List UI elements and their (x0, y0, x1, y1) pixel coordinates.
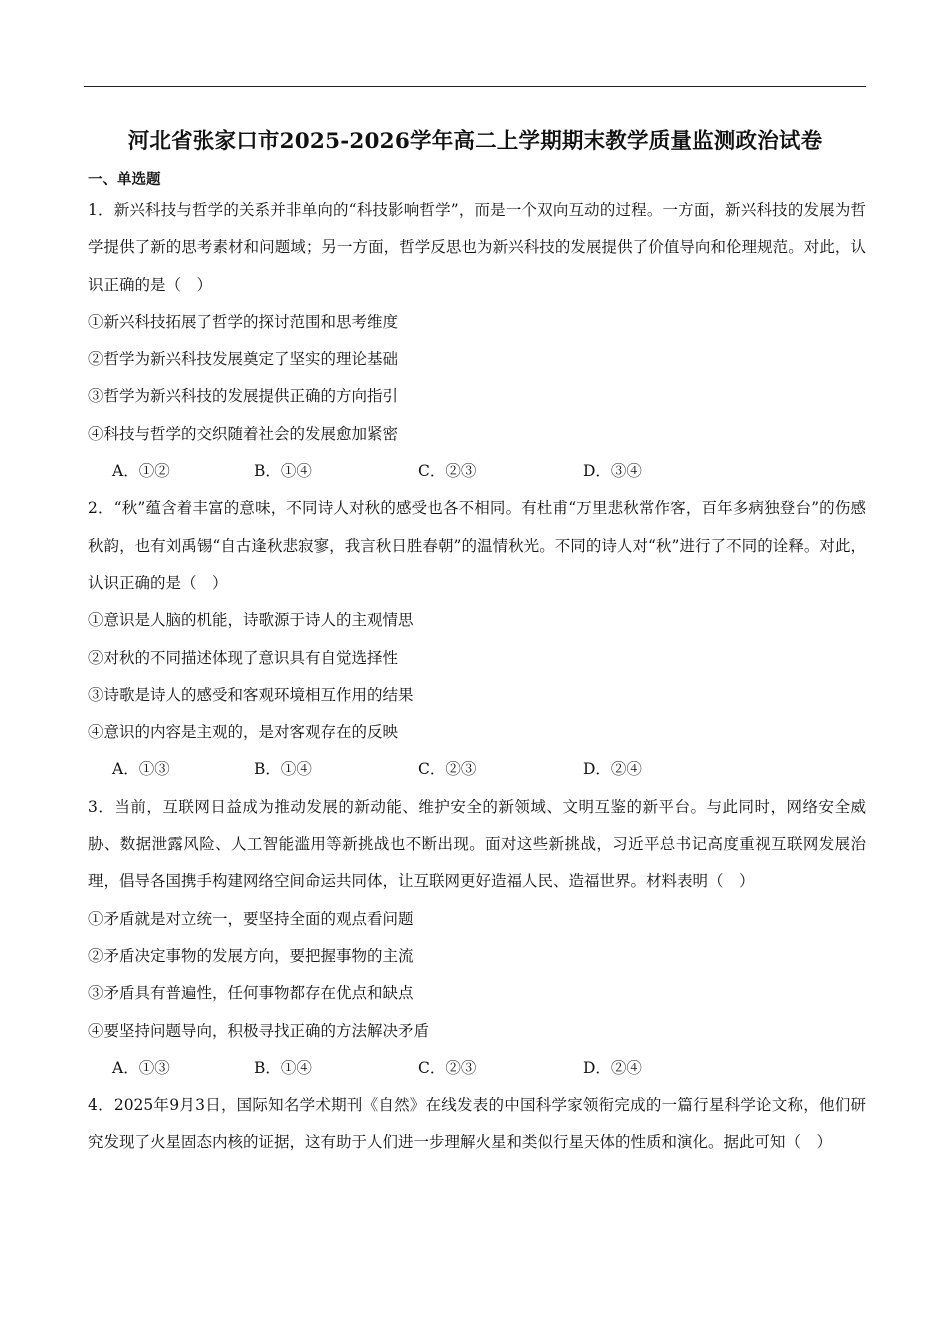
page-title: 河北省张家口市2025-2026学年高二上学期期末教学质量监测政治试卷 (127, 129, 823, 154)
choice-b[interactable]: B．①④ (254, 462, 312, 481)
question-stem: 1．新兴科技与哲学的关系并非单向的“科技影响哲学”，而是一个双向互动的过程。一方面，新兴科技的发展为哲学提供了新的思考素材和问题域；另一方面，哲学反思也为新兴科技的发展提供了价值导向和伦理规范。对此，认识正确的是（ ） (88, 201, 866, 294)
choice-a[interactable]: A．①② (112, 462, 170, 481)
statement-2: ②矛盾决定事物的发展方向，要把握事物的主流 (88, 946, 414, 965)
choice-c[interactable]: C．②③ (418, 462, 477, 481)
question-1 (88, 192, 866, 490)
answer-choices (88, 751, 866, 788)
statement-4: ④意识的内容是主观的，是对客观存在的反映 (88, 723, 399, 742)
question-4 (88, 1087, 866, 1162)
statement-2: ②哲学为新兴科技发展奠定了坚实的理论基础 (88, 350, 399, 369)
choice-d[interactable]: D．②④ (583, 760, 642, 779)
statement-1: ①矛盾就是对立统一，要坚持全面的观点看问题 (88, 909, 414, 928)
section-heading: 一、单选题 (88, 171, 161, 188)
choice-a[interactable]: A．①③ (112, 1058, 170, 1077)
question-3 (88, 789, 866, 1087)
answer-choices (88, 453, 866, 490)
statement-3: ③矛盾具有普遍性，任何事物都存在优点和缺点 (88, 984, 414, 1003)
choice-a[interactable]: A．①③ (112, 760, 170, 779)
choice-c[interactable]: C．②③ (418, 1058, 477, 1077)
statement-2: ②对秋的不同描述体现了意识具有自觉选择性 (88, 648, 399, 667)
question-list (88, 192, 866, 1162)
statement-1: ①新兴科技拓展了哲学的探讨范围和思考维度 (88, 312, 399, 331)
answer-choices (88, 1050, 866, 1087)
question-stem: 2．“秋”蕴含着丰富的意味，不同诗人对秋的感受也各不相同。有杜甫“万里悲秋常作客，百年多病独登台”的伤感秋韵，也有刘禹锡“自古逢秋悲寂寥，我言秋日胜春朝”的温情秋光。不同的诗人对“秋”进行了不同的诠释。对此，认识正确的是（ ） (88, 499, 866, 592)
question-stem: 3．当前，互联网日益成为推动发展的新动能、维护安全的新领域、文明互鉴的新平台。与此同时，网络安全威胁、数据泄露风险、人工智能滥用等新挑战也不断出现。面对这些新挑战，习近平总书记高度重视互联网发展治理，倡导各国携手构建网络空间命运共同体，让互联网更好造福人民、造福世界。材料表明（ ） (88, 797, 866, 891)
choice-d[interactable]: D．②④ (583, 1058, 642, 1077)
statement-1: ①意识是人脑的机能，诗歌源于诗人的主观情思 (88, 611, 414, 630)
choice-b[interactable]: B．①④ (254, 1058, 312, 1077)
statement-4: ④科技与哲学的交织随着社会的发展愈加紧密 (88, 424, 399, 443)
choice-c[interactable]: C．②③ (418, 760, 477, 779)
statement-4: ④要坚持问题导向，积极寻找正确的方法解决矛盾 (88, 1021, 430, 1040)
choice-d[interactable]: D．③④ (583, 462, 642, 481)
header-rule (84, 86, 866, 87)
question-2 (88, 490, 866, 788)
question-stem: 4．2025年9月3日，国际知名学术期刊《自然》在线发表的中国科学家领衔完成的一篇行星科学论文称，他们研究发现了火星固态内核的证据，这有助于人们进一步理解火星和类似行星天体的性质和演化。据此可知（ ） (88, 1096, 866, 1152)
statement-3: ③哲学为新兴科技的发展提供正确的方向指引 (88, 387, 399, 406)
choice-b[interactable]: B．①④ (254, 760, 312, 779)
statement-3: ③诗歌是诗人的感受和客观环境相互作用的结果 (88, 685, 414, 704)
